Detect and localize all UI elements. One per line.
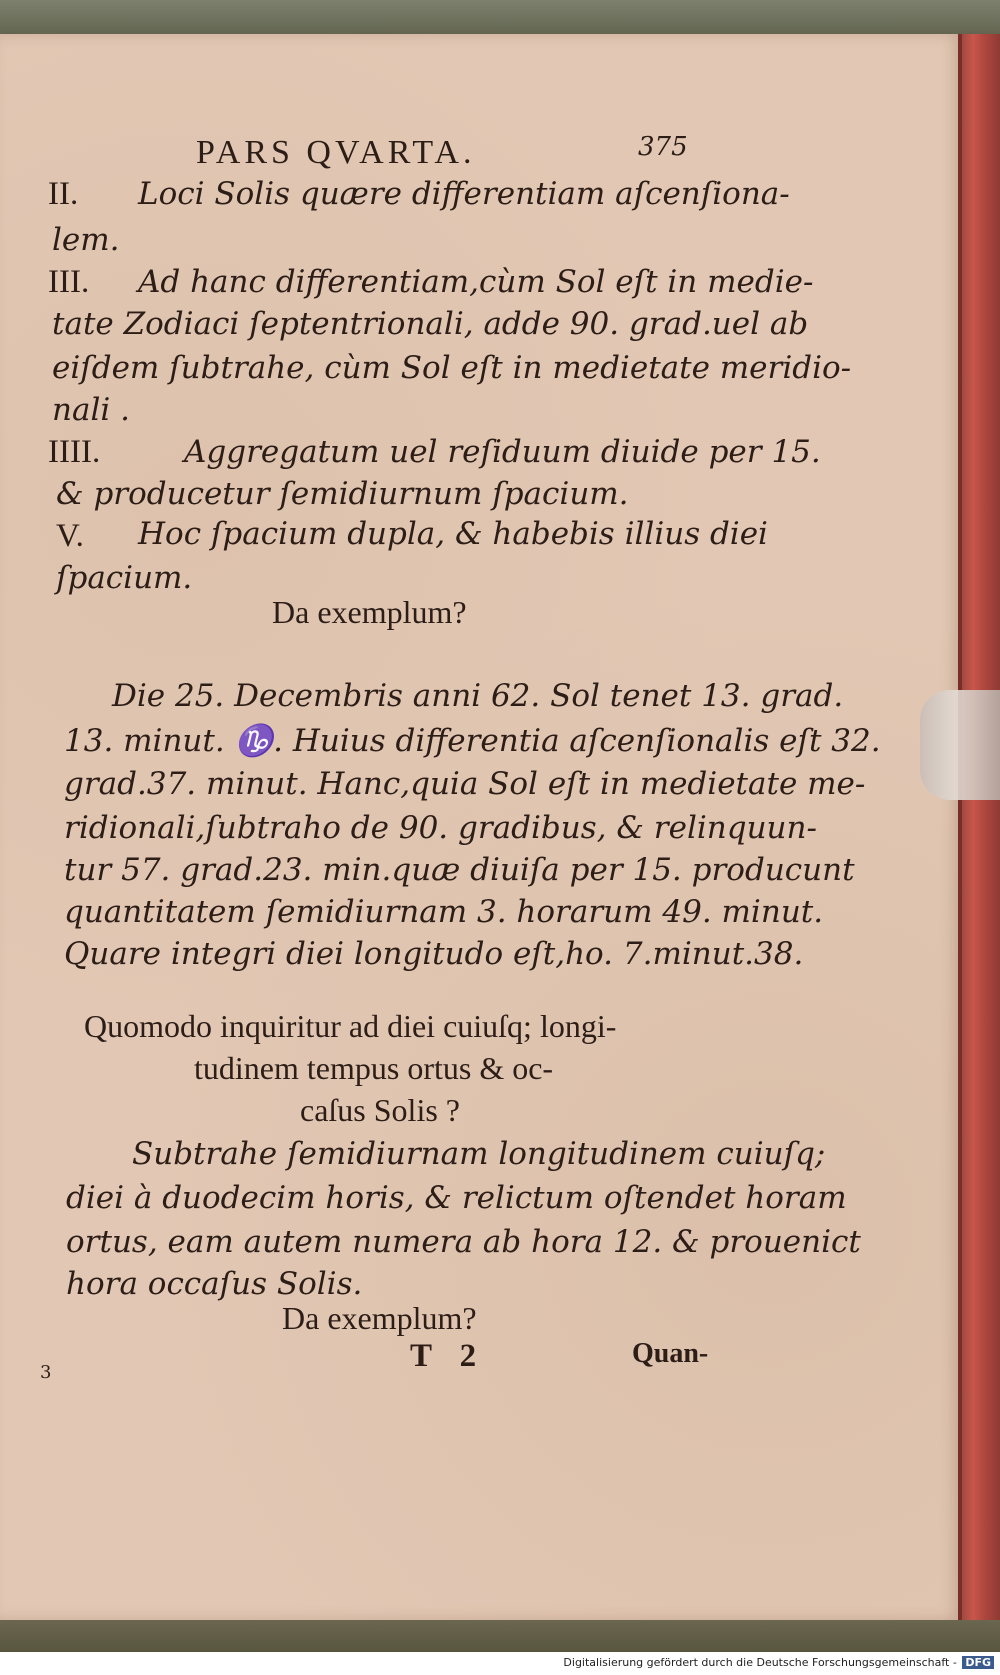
text-line: Quare integri diei longitudo eſt,ho. 7.minut.38.	[64, 936, 804, 972]
text-line: diei à duodecim horis, & relictum oſtendet horam	[66, 1180, 847, 1216]
text-line: Die 25. Decembris anni 62. Sol tenet 13. grad.	[112, 678, 844, 714]
dfg-logo: DFG	[962, 1656, 994, 1669]
text-line: eiſdem ſubtrahe, cùm Sol eſt in medietate meridio-	[52, 350, 852, 386]
item-number: V.	[56, 518, 84, 554]
text-line: Ad hanc differentiam,cùm Sol eſt in medie-	[138, 264, 814, 300]
text-line: ortus, eam autem numera ab hora 12. & prouenict	[66, 1224, 861, 1260]
item-number: III.	[48, 264, 90, 300]
text-line: quantitatem ſemidiurnam 3. horarum 49. minut.	[64, 894, 824, 930]
text-line: nali .	[52, 392, 130, 428]
question-heading: tudinem tempus ortus & oc-	[194, 1050, 554, 1086]
book-clamp	[920, 690, 1000, 800]
text-line: Loci Solis quære differentiam aſcenſiona-	[138, 176, 790, 212]
credit-text: Digitalisierung gefördert durch die Deutsche Forschungsgemeinschaft -	[563, 1656, 957, 1669]
text-line: & producetur ſemidiurnum ſpacium.	[56, 476, 629, 512]
text-line: tate Zodiaci ſeptentrionali, adde 90. grad.uel ab	[52, 306, 809, 342]
section-heading: Da exemplum?	[282, 1300, 477, 1336]
text-line: Aggregatum uel reſiduum diuide per 15.	[184, 434, 821, 470]
text-line: ridionali,ſubtraho de 90. gradibus, & relinquun-	[64, 810, 817, 846]
text-line: tur 57. grad.23. min.quæ diuiſa per 15. producunt	[64, 852, 855, 888]
question-heading: caſus Solis ?	[300, 1092, 460, 1128]
text-line: 13. minut. ♑. Huius differentia aſcenſionalis eſt 32.	[64, 723, 881, 759]
text-line: Subtrahe ſemidiurnam longitudinem cuiuſq;	[132, 1136, 826, 1172]
red-page-edges	[962, 34, 1000, 1620]
question-heading: Quomodo inquiritur ad diei cuiuſq; longi-	[84, 1008, 617, 1044]
text-line: hora occaſus Solis.	[66, 1266, 363, 1302]
page-number: 375	[638, 132, 688, 162]
item-number: IIII.	[48, 434, 101, 470]
section-heading: Da exemplum?	[272, 594, 467, 630]
text-line: lem.	[52, 222, 120, 258]
catchword: Quan-	[632, 1338, 709, 1369]
digitization-credit	[563, 1656, 994, 1669]
signature-mark: T 2	[410, 1338, 487, 1374]
running-header: PARS QVARTA.	[196, 134, 476, 171]
item-number: II.	[48, 176, 79, 212]
book-cover-bottom	[0, 1620, 1000, 1652]
text-line: ſpacium.	[56, 560, 193, 596]
margin-mark: 3	[40, 1362, 52, 1383]
text-line: Hoc ſpacium dupla, & habebis illius diei	[138, 516, 768, 552]
text-line: grad.37. minut. Hanc,quia Sol eſt in medietate me-	[64, 766, 866, 802]
